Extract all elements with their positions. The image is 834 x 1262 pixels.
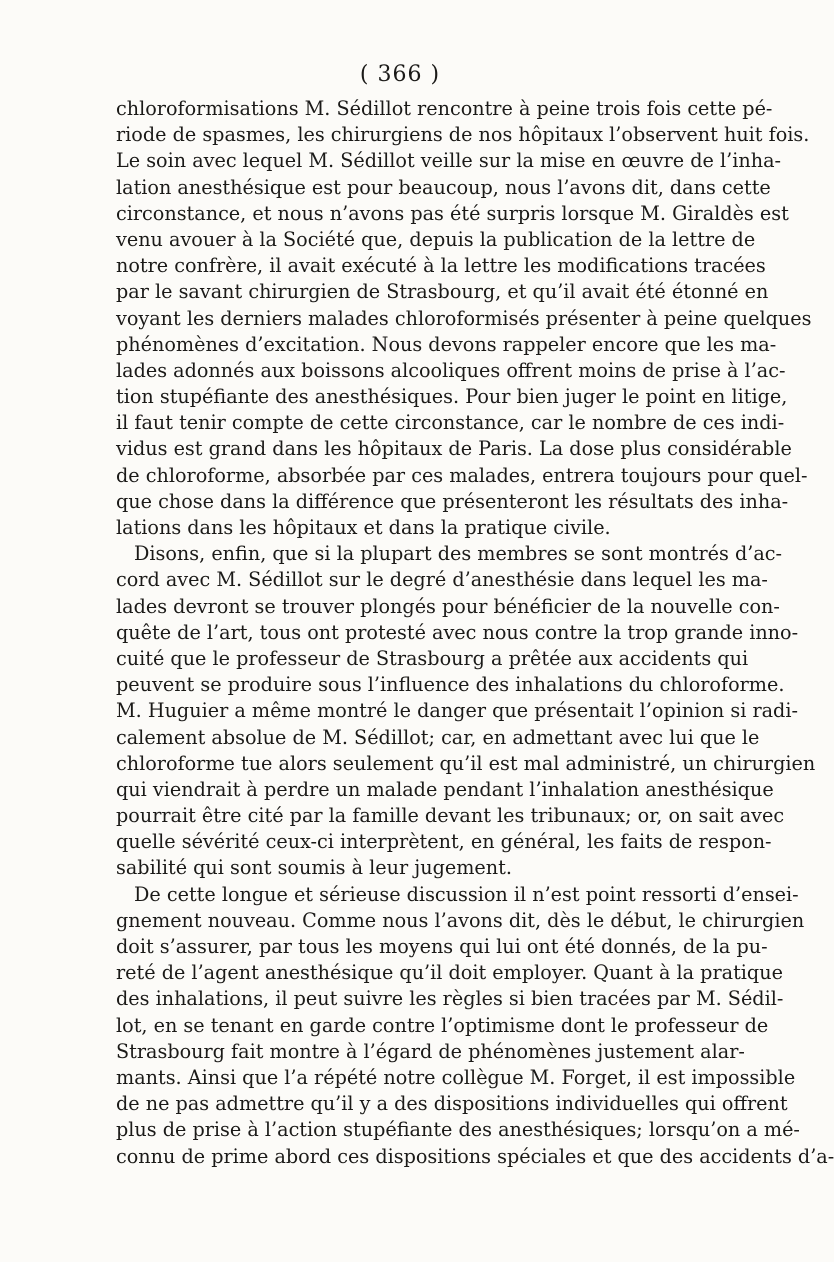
- text-line: vidus est grand dans les hôpitaux de Paris. La dose plus considérable: [116, 437, 792, 461]
- text-line: pourrait être cité par la famille devant les tribunaux; or, on sait avec: [116, 804, 785, 828]
- text-line: calement absolue de M. Sédillot; car, en admettant avec lui que le: [116, 725, 760, 749]
- text-line: notre confrère, il avait exécuté à la lettre les modifications tracées: [116, 254, 766, 278]
- text-line: Le soin avec lequel M. Sédillot veille sur la mise en œuvre de l’inha-: [116, 149, 781, 173]
- text-line: quête de l’art, tous ont protesté avec nous contre la trop grande inno-: [116, 620, 799, 644]
- text-line: chloroforme tue alors seulement qu’il est mal administré, un chirurgien: [116, 751, 816, 775]
- text-line: des inhalations, il peut suivre les règles si bien tracées par M. Sédil-: [116, 987, 784, 1011]
- text-line: de chloroforme, absorbée par ces malades, entrera toujours pour quel-: [116, 463, 808, 487]
- text-line: venu avouer à la Société que, depuis la publication de la lettre de: [116, 227, 756, 251]
- body-text: [116, 96, 834, 1170]
- paragraph-2: [116, 541, 816, 881]
- text-line: circonstance, et nous n’avons pas été surpris lorsque M. Giraldès est: [116, 201, 789, 225]
- text-line: plus de prise à l’action stupéfiante des anesthésiques; lorsqu’on a mé-: [116, 1118, 800, 1142]
- text-line: peuvent se produire sous l’influence des inhalations du chloroforme.: [116, 673, 785, 697]
- text-line: lation anesthésique est pour beaucoup, nous l’avons dit, dans cette: [116, 175, 771, 199]
- text-line: mants. Ainsi que l’a répété notre collègue M. Forget, il est impossible: [116, 1065, 796, 1089]
- text-line: voyant les derniers malades chloroformisés présenter à peine quelques: [116, 306, 812, 330]
- text-line: cord avec M. Sédillot sur le degré d’anesthésie dans lequel les ma-: [116, 568, 768, 592]
- text-line: M. Huguier a même montré le danger que présentait l’opinion si radi-: [116, 699, 798, 723]
- text-line: lot, en se tenant en garde contre l’optimisme dont le professeur de: [116, 1013, 769, 1037]
- text-line: tion stupéfiante des anesthésiques. Pour bien juger le point en litige,: [116, 385, 788, 409]
- text-line: connu de prime abord ces dispositions spéciales et que des accidents d’a-: [116, 1144, 834, 1168]
- text-line: quelle sévérité ceux-ci interprètent, en général, les faits de respon-: [116, 830, 772, 854]
- text-line: lations dans les hôpitaux et dans la pratique civile.: [116, 516, 611, 539]
- text-line: Disons, enfin, que si la plupart des membres se sont montrés d’ac-: [134, 542, 783, 566]
- text-line: reté de l’agent anesthésique qu’il doit employer. Quant à la pratique: [116, 961, 783, 985]
- text-line: que chose dans la différence que présenteront les résultats des inha-: [116, 489, 789, 513]
- text-line: Strasbourg fait montre à l’égard de phénomènes justement alar-: [116, 1039, 745, 1063]
- text-line: il faut tenir compte de cette circonstance, car le nombre de ces indi-: [116, 411, 785, 435]
- text-line: De cette longue et sérieuse discussion il n’est point ressorti d’ensei-: [134, 882, 799, 906]
- text-line: cuité que le professeur de Strasbourg a prêtée aux accidents qui: [116, 646, 749, 670]
- text-line: par le savant chirurgien de Strasbourg, et qu’il avait été étonné en: [116, 280, 769, 304]
- text-line: lades devront se trouver plongés pour bénéficier de la nouvelle con-: [116, 594, 780, 618]
- page-number: ( 366 ): [359, 62, 441, 87]
- paragraph-1: [116, 96, 812, 541]
- paragraph-3: [116, 882, 834, 1170]
- text-line: qui viendrait à perdre un malade pendant l’inhalation anesthésique: [116, 777, 774, 801]
- text-line: de ne pas admettre qu’il y a des dispositions individuelles qui offrent: [116, 1092, 788, 1116]
- text-line: riode de spasmes, les chirurgiens de nos hôpitaux l’observent huit fois.: [116, 123, 810, 147]
- text-line: chloroformisations M. Sédillot rencontre à peine trois fois cette pé-: [116, 97, 773, 120]
- text-line: doit s’assurer, par tous les moyens qui lui ont été donnés, de la pu-: [116, 935, 768, 958]
- text-line: phénomènes d’excitation. Nous devons rappeler encore que les ma-: [116, 332, 777, 356]
- text-line: lades adonnés aux boissons alcooliques offrent moins de prise à l’ac-: [116, 358, 786, 382]
- text-line: sabilité qui sont soumis à leur jugement.: [116, 856, 512, 880]
- text-line: gnement nouveau. Comme nous l’avons dit, dès le début, le chirurgien: [116, 908, 805, 932]
